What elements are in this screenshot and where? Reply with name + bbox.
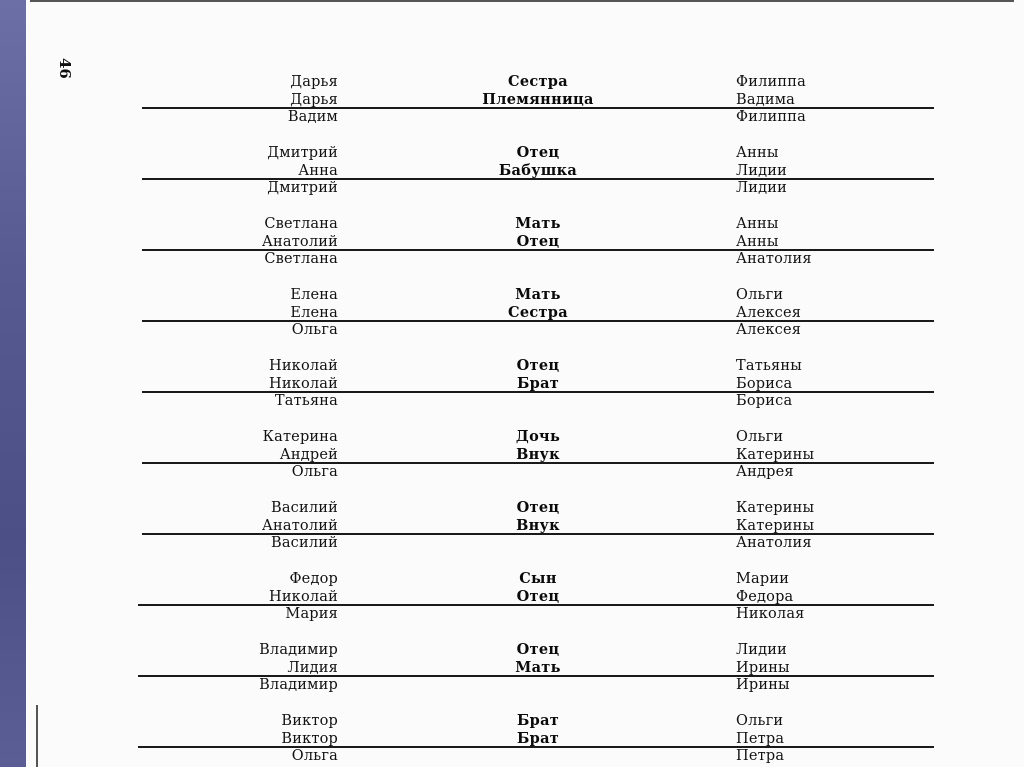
- person-name: Николай: [268, 588, 338, 605]
- relative-name: Андрея: [736, 464, 794, 480]
- relation-label: Отец: [516, 232, 560, 250]
- relative-name: Ольги: [736, 429, 784, 445]
- relation-label: Отец: [516, 587, 560, 605]
- table-row: [0, 375, 1024, 393]
- person-name: Ольга: [291, 748, 338, 764]
- relative-name: Лидии: [736, 180, 788, 196]
- person-name: Дмитрий: [267, 180, 338, 196]
- table-row: [0, 392, 1024, 410]
- person-name: Анатолий: [261, 517, 338, 534]
- relative-name: Лидии: [736, 642, 788, 658]
- page-number: 46: [56, 58, 74, 79]
- relative-name: Ольги: [736, 287, 784, 303]
- table-row: [0, 321, 1024, 339]
- table-row: [0, 250, 1024, 268]
- divider-line: [142, 533, 934, 535]
- person-name: Анатолий: [261, 233, 338, 250]
- person-name: Владимир: [259, 642, 338, 658]
- table-row: [0, 304, 1024, 322]
- relation-label: Отец: [516, 357, 560, 374]
- relative-name: Анатолия: [736, 251, 812, 267]
- person-name: Федор: [289, 571, 338, 587]
- table-row: [0, 73, 1024, 91]
- person-name: Вадим: [287, 109, 338, 125]
- person-name: Виктор: [281, 713, 338, 729]
- table-row: [0, 747, 1024, 765]
- relation-label: Дочь: [515, 428, 561, 445]
- relative-name: Татьяны: [736, 358, 802, 374]
- divider-line: [142, 249, 934, 251]
- relative-name: Алексея: [736, 322, 802, 338]
- relative-name: Ольги: [736, 713, 784, 729]
- relative-name: Анны: [736, 145, 779, 161]
- relation-label: Внук: [516, 445, 560, 463]
- table-row: [0, 144, 1024, 162]
- table-row: [0, 162, 1024, 180]
- table-row: [0, 215, 1024, 233]
- person-name: Василий: [270, 535, 338, 551]
- person-name: Лидия: [287, 659, 338, 676]
- divider-line: [138, 604, 934, 606]
- person-name: Татьяна: [274, 393, 338, 409]
- relation-label: Брат: [516, 712, 560, 729]
- relation-label: Мать: [515, 658, 561, 676]
- person-name: Ольга: [291, 464, 338, 480]
- person-name: Елена: [290, 304, 338, 321]
- relative-name: Анны: [736, 233, 779, 250]
- relative-name: Марии: [736, 571, 790, 587]
- table-row: [0, 730, 1024, 748]
- divider-line: [142, 107, 934, 109]
- divider-line: [138, 675, 934, 677]
- relative-name: Николая: [736, 606, 805, 622]
- relation-label: Сын: [519, 570, 557, 587]
- relative-name: Алексея: [736, 304, 802, 321]
- table-row: [0, 446, 1024, 464]
- table-row: [0, 357, 1024, 375]
- table-row: [0, 286, 1024, 304]
- table-row: [0, 517, 1024, 535]
- relative-name: Петра: [736, 730, 785, 747]
- divider-line: [142, 462, 934, 464]
- relative-name: Федора: [736, 588, 794, 605]
- page-top-edge: [30, 0, 1014, 2]
- relative-name: Катерины: [736, 500, 815, 516]
- table-row: [0, 499, 1024, 517]
- table-row: [0, 233, 1024, 251]
- relation-label: Сестра: [508, 303, 568, 321]
- relative-name: Вадима: [736, 91, 796, 108]
- relation-label: Отец: [516, 144, 560, 161]
- table-row: [0, 91, 1024, 109]
- person-name: Николай: [268, 358, 338, 374]
- person-name: Андрей: [279, 446, 338, 463]
- person-name: Катерина: [262, 429, 338, 445]
- table-row: [0, 605, 1024, 623]
- person-name: Елена: [290, 287, 338, 303]
- relation-label: Бабушка: [498, 161, 578, 179]
- table-row: [0, 428, 1024, 446]
- relative-name: Катерины: [736, 517, 815, 534]
- relation-label: Сестра: [508, 73, 568, 90]
- table-row: [0, 712, 1024, 730]
- table-row: [0, 659, 1024, 677]
- divider-line: [142, 391, 934, 393]
- relative-name: Бориса: [736, 393, 793, 409]
- relation-label: Брат: [516, 374, 560, 392]
- relation-label: Брат: [516, 729, 560, 747]
- relation-label: Отец: [516, 499, 560, 516]
- divider-line: [142, 320, 934, 322]
- table-row: [0, 588, 1024, 606]
- relation-label: Мать: [515, 286, 561, 303]
- relative-name: Ирины: [736, 659, 790, 676]
- relative-name: Анны: [736, 216, 779, 232]
- relative-name: Катерины: [736, 446, 815, 463]
- person-name: Анна: [298, 162, 338, 179]
- person-name: Ольга: [291, 322, 338, 338]
- table-row: [0, 108, 1024, 126]
- divider-line: [142, 178, 934, 180]
- person-name: Дарья: [290, 91, 338, 108]
- person-name: Николай: [268, 375, 338, 392]
- table-row: [0, 463, 1024, 481]
- relation-label: Мать: [515, 215, 561, 232]
- relative-name: Филиппа: [736, 74, 806, 90]
- relative-name: Петра: [736, 748, 785, 764]
- person-name: Василий: [270, 500, 338, 516]
- person-name: Дарья: [290, 74, 338, 90]
- person-name: Владимир: [259, 677, 338, 693]
- table-row: [0, 570, 1024, 588]
- relation-label: Племянница: [482, 90, 594, 108]
- table-row: [0, 179, 1024, 197]
- table-row: [0, 534, 1024, 552]
- relative-name: Бориса: [736, 375, 793, 392]
- person-name: Светлана: [264, 216, 338, 232]
- relative-name: Филиппа: [736, 109, 806, 125]
- person-name: Виктор: [281, 730, 338, 747]
- relation-label: Отец: [516, 641, 560, 658]
- table-row: [0, 676, 1024, 694]
- relative-name: Лидии: [736, 162, 788, 179]
- person-name: Мария: [285, 606, 338, 622]
- person-name: Дмитрий: [267, 145, 338, 161]
- relative-name: Ирины: [736, 677, 790, 693]
- divider-line: [138, 746, 934, 748]
- table-row: [0, 641, 1024, 659]
- relation-label: Внук: [516, 516, 560, 534]
- relative-name: Анатолия: [736, 535, 812, 551]
- person-name: Светлана: [264, 251, 338, 267]
